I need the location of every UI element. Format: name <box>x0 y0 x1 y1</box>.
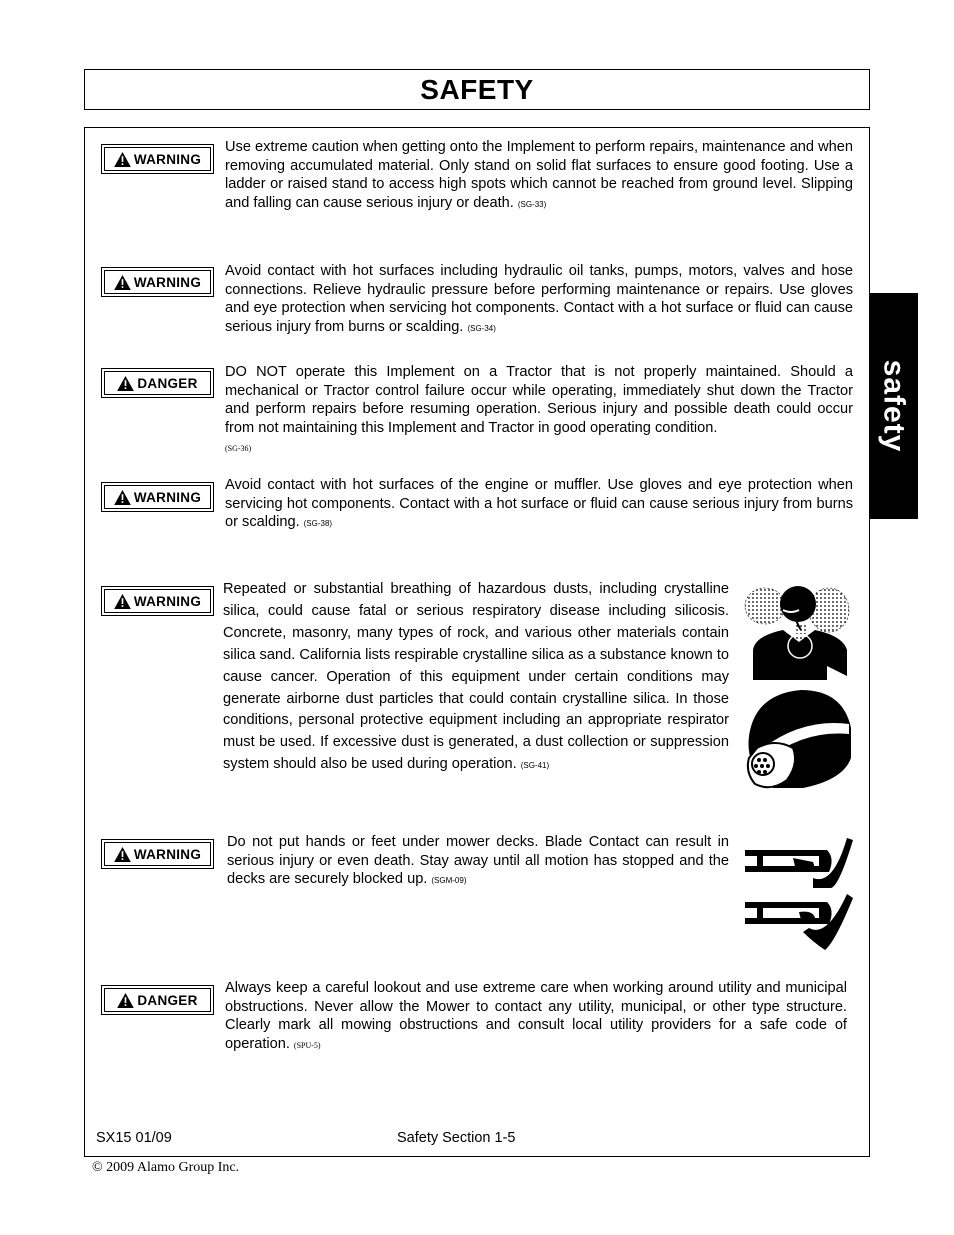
safety-message <box>225 138 853 215</box>
warning-triangle-icon <box>114 847 131 862</box>
footer-model-date: SX15 01/09 <box>96 1130 172 1146</box>
message-code: (SG-41) <box>520 761 550 771</box>
page-title: SAFETY <box>420 73 534 105</box>
message-text: DO NOT operate this Implement on a Tractor that is not properly maintained. Should a mechanical or Tractor control failure occur while operating, immediately shut down the Tractor and perform repairs before resuming operation. Serious injury and possible death could occur from not maintaining this Implement and Tractor in good operating condition. <box>225 364 853 437</box>
warning-triangle-icon <box>114 275 131 290</box>
message-text: Repeated or substantial breathing of hazardous dusts, including crystalline silica, could cause fatal or serious respiratory disease including silicosis. Concrete, masonry, many types of rock, and various other materials contain silica sand. California lists respirable crystalline silica as a substance known to cause cancer. Operation of this equipment under certain conditions may generate airborne dust particles that could contain crystalline silica. In those conditions, personal protective equipment including an appropriate respirator must be used. If excessive dust is generated, a dust collection or suppression system should also be used during operation. <box>223 581 729 773</box>
safety-message <box>225 476 853 534</box>
message-text: Avoid contact with hot surfaces including hydraulic oil tanks, pumps, motors, valves and hose connections. Relieve hydraulic pressure before performing maintenance or repairs. Use gloves and eye protection when servicing hot components. Contact with a hot surface or fluid can cause serious injury from burns or scalding. <box>225 263 853 336</box>
warning-triangle-icon <box>117 993 134 1008</box>
message-code: (SG-36) <box>225 443 252 453</box>
message-code: (SPU-5) <box>293 1041 321 1051</box>
safety-label-warning <box>101 144 214 174</box>
safety-label-warning <box>101 482 214 512</box>
safety-label-text: WARNING <box>133 846 202 862</box>
dust-inhalation-icon <box>743 580 853 680</box>
safety-label-text: WARNING <box>133 489 202 505</box>
warning-triangle-icon <box>117 376 134 391</box>
message-code: (SGM-09) <box>431 876 467 886</box>
warning-triangle-icon <box>114 594 131 609</box>
safety-messages-panel <box>84 127 870 1157</box>
warning-triangle-icon <box>114 490 131 505</box>
safety-label-warning <box>101 586 214 616</box>
safety-label-danger <box>101 368 214 398</box>
safety-message <box>223 579 729 777</box>
safety-label-danger <box>101 985 214 1015</box>
message-code: (SG-34) <box>467 324 496 334</box>
safety-label-text: WARNING <box>133 151 202 167</box>
safety-message <box>225 262 853 339</box>
safety-message <box>225 979 847 1056</box>
copyright-notice: © 2009 Alamo Group Inc. <box>92 1160 240 1175</box>
hand-under-deck-icon <box>743 836 853 888</box>
page-header <box>84 69 870 110</box>
safety-label-warning <box>101 839 214 869</box>
safety-label-text: WARNING <box>133 593 202 609</box>
safety-label-text: WARNING <box>133 274 202 290</box>
footer-page-number: Safety Section 1-5 <box>397 1130 516 1146</box>
safety-label-text: DANGER <box>137 375 198 391</box>
message-text: Use extreme caution when getting onto the Implement to perform repairs, maintenance and when removing accumulated material. Only stand on solid flat surfaces to ensure good footing. Use a ladder or raised stand to access high spots which cannot be reached from ground level. Slipping and falling can cause serious injury or death. <box>225 139 853 212</box>
warning-triangle-icon <box>114 152 131 167</box>
message-text: Do not put hands or feet under mower decks. Blade Contact can result in serious injury or even death. Stay away until all motion has stopped and the decks are securely blocked up. <box>227 834 729 888</box>
safety-message <box>225 363 853 459</box>
safety-message <box>227 833 729 891</box>
message-code: (SG-38) <box>303 519 333 529</box>
message-text: Always keep a careful lookout and use extreme care when working around utility and municipal obstructions. Never allow the Mower to contact any utility, municipal, or other type structure. Clearly mark all mowing obstructions and consult local utility providers for a safe code of operation. <box>225 980 847 1053</box>
safety-label-text: DANGER <box>137 992 198 1008</box>
respirator-mask-icon <box>743 688 853 793</box>
safety-label-warning <box>101 267 214 297</box>
section-side-tab <box>869 293 918 519</box>
side-tab-label: safety <box>877 359 911 453</box>
foot-under-deck-icon <box>743 892 853 950</box>
message-code: (SG-33) <box>517 200 547 210</box>
message-text: Avoid contact with hot surfaces of the engine or muffler. Use gloves and eye protection when servicing hot components. Contact with a hot surface or fluid can cause serious injury from burns or scalding. <box>225 477 853 531</box>
